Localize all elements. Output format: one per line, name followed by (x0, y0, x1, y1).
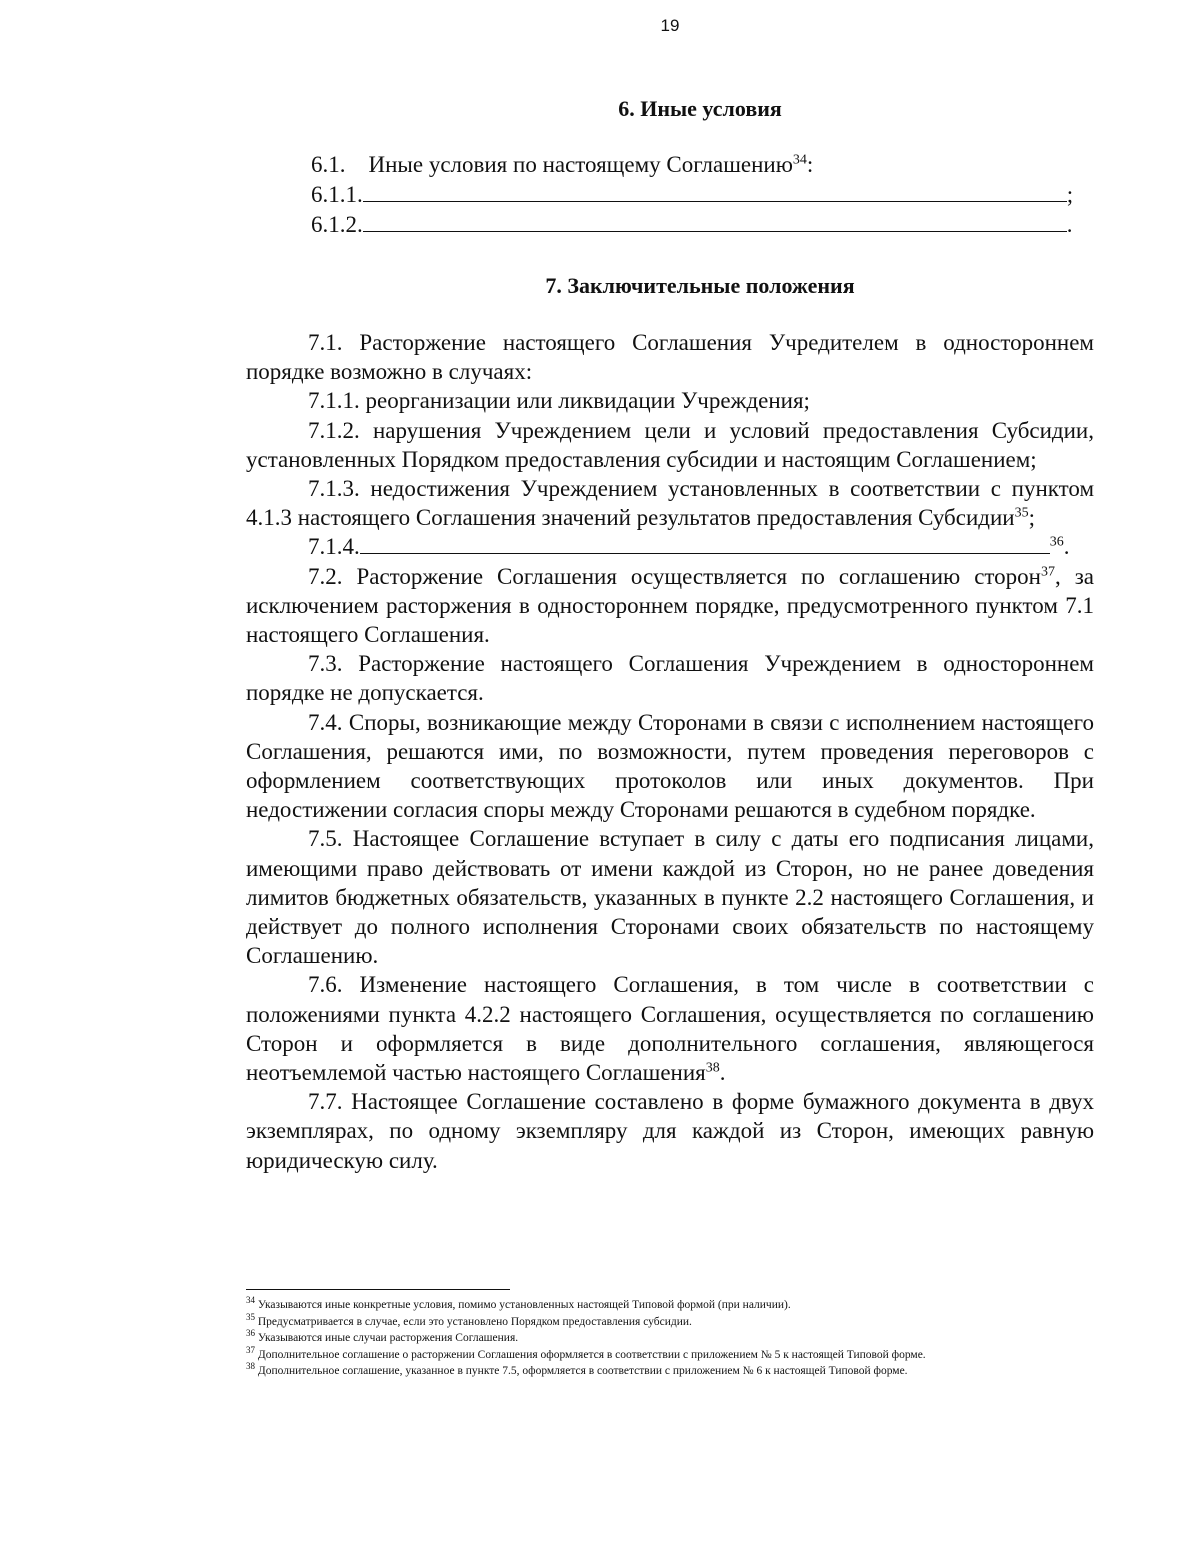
blank-line-7-1-4 (360, 533, 1050, 554)
footnote-number: 36 (246, 1328, 255, 1339)
footnote-text: Дополнительное соглашение, указанное в пункте 7.5, оформляется в соответствии с приложением № 6 к настоящей Типовой форме. (257, 1365, 908, 1377)
section-7-body (246, 328, 1094, 1175)
paragraph-7-1-1: 7.1.1. реорганизации или ликвидации Учреждения; (308, 388, 810, 414)
item-6-1-1-end: ; (1066, 182, 1074, 207)
paragraph-7-1-3-text: 7.1.3. недостижения Учреждением установленных в соответствии с пунктом 4.1.3 настоящего Соглашения значений результатов предоставления Субсидии (246, 476, 1094, 531)
paragraph-7-7: 7.7. Настоящее Соглашение составлено в форме бумажного документа в двух экземплярах, по одному экземпляру для каждой из Сторон, имеющих равную юридическую силу. (246, 1089, 1094, 1173)
footnote (246, 1330, 1094, 1347)
item-6-1-number: 6.1. (311, 152, 346, 177)
section-6-title: 6. Иные условия (618, 96, 782, 121)
item-6-1-2 (311, 210, 1073, 239)
footnote-ref-37: 37 (1040, 563, 1055, 579)
footnote-number: 35 (246, 1311, 255, 1322)
footnote (246, 1311, 1094, 1331)
paragraph-7-6-end: . (719, 1060, 726, 1086)
footnote-number: 34 (246, 1295, 255, 1306)
item-6-1-text: Иные условия по настоящему Соглашению (368, 152, 793, 177)
footnote-number: 38 (246, 1361, 255, 1372)
paragraph-7-1-4 (246, 532, 1094, 561)
paragraph-7-6 (246, 970, 1094, 1087)
item-6-1-2-end: . (1066, 212, 1073, 237)
paragraph-7-3: 7.3. Расторжение настоящего Соглашения Учреждением в одностороннем порядке не допускается. (246, 651, 1094, 706)
paragraph-7-2-text-b: , за исключением расторжения в одностороннем порядке, предусмотренного пунктом 7.1 настоящего Соглашения. (246, 563, 1094, 648)
paragraph-7-1-3-end: ; (1028, 505, 1035, 531)
footnote (246, 1297, 1094, 1314)
paragraph-7-5: 7.5. Настоящее Соглашение вступает в силу с даты его подписания лицами, имеющими право действовать от имени каждой из Сторон, но не ранее доведения лимитов бюджетных обязательств, указанных в пункте 2.2 настоящего Соглашения, и действует до полного исполнения Сторонами своих обязательств по настоящему Соглашению. (246, 826, 1094, 969)
footnote-ref-34: 34 (792, 152, 807, 168)
footnote (246, 1344, 1094, 1364)
page-number: 19 (660, 16, 680, 35)
section-7-title: 7. Заключительные положения (545, 273, 855, 298)
paragraph-7-2 (246, 562, 1094, 650)
paragraph-7-1-2: 7.1.2. нарушения Учреждением цели и условий предоставления Субсидии, установленных Порядком предоставления субсидии и настоящим Соглашением; (246, 417, 1094, 472)
footnotes (246, 1297, 1094, 1380)
footnote-text: Дополнительное соглашение о расторжении Соглашения оформляется в соответствии с приложением № 5 к настоящей Типовой форме. (257, 1348, 926, 1361)
footnote-text: Указываются иные случаи расторжения Соглашения. (257, 1332, 519, 1344)
paragraph-7-1: 7.1. Расторжение настоящего Соглашения Учредителем в одностороннем порядке возможно в случаях: (246, 330, 1094, 385)
footnote-ref-35: 35 (1014, 505, 1029, 521)
item-6-1-1-number: 6.1.1. (311, 182, 363, 207)
blank-line-6-1-2 (363, 211, 1067, 232)
blank-line-6-1-1 (363, 181, 1067, 202)
paragraph-7-6-text: 7.6. Изменение настоящего Соглашения, в том числе в соответствии с положениями пункта 4.2.2 настоящего Соглашения, осуществляется по соглашению Сторон и оформляется в виде дополнительного соглашения, являющегося неотъемлемой частью настоящего Соглашения (246, 972, 1094, 1086)
footnote-number: 37 (246, 1344, 255, 1355)
footnote-text: Указываются иные конкретные условия, помимо установленных настоящей Типовой формой (при наличии). (257, 1299, 791, 1311)
footnote-text: Предусматривается в случае, если это установлено Порядком предоставления субсидии. (257, 1315, 692, 1328)
item-6-1-1 (311, 180, 1073, 209)
paragraph-7-4: 7.4. Споры, возникающие между Сторонами в связи с исполнением настоящего Соглашения, решаются ими, по возможности, путем проведения переговоров с оформлением соответствующих протоколов или иных документов. При недостижении согласия споры между Сторонами решаются в судебном порядке. (246, 709, 1094, 823)
item-6-1 (311, 150, 813, 179)
paragraph-7-2-text-a: 7.2. Расторжение Соглашения осуществляется по соглашению сторон (308, 563, 1041, 589)
footnote-ref-36: 36 (1049, 534, 1064, 550)
footnote-ref-38: 38 (705, 1060, 720, 1076)
footnote-separator (246, 1289, 510, 1290)
footnote (246, 1363, 1094, 1380)
paragraph-7-1-3 (246, 474, 1094, 532)
item-6-1-colon: : (806, 152, 814, 177)
item-7-1-4-number: 7.1.4. (308, 534, 360, 560)
item-7-1-4-end: . (1063, 534, 1070, 560)
item-6-1-2-number: 6.1.2. (311, 212, 363, 237)
